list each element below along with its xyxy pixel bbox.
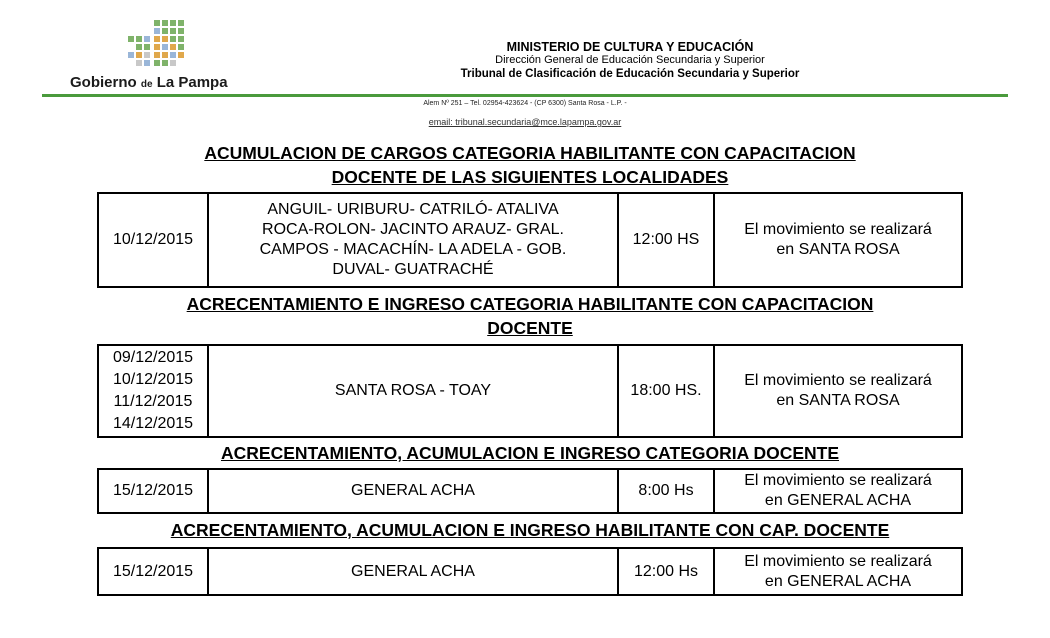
time-cell: 12:00 Hs — [619, 549, 715, 594]
schedule-table — [97, 192, 963, 288]
section-title-habilitante-cap-docente: ACRECENTAMIENTO, ACUMULACION E INGRESO HABILITANTE CON CAP. DOCENTE — [170, 520, 890, 540]
section-title-categoria-docente: ACRECENTAMIENTO, ACUMULACION E INGRESO CATEGORIA DOCENTE — [220, 443, 840, 463]
localities-cell: SANTA ROSA - TOAY — [209, 346, 619, 436]
schedule-table — [97, 468, 963, 514]
date-cell: 10/12/2015 — [99, 194, 209, 286]
ministry-name: MINISTERIO DE CULTURA Y EDUCACIÓN — [506, 40, 754, 54]
header-divider — [42, 94, 1008, 97]
ministry-header — [400, 40, 860, 81]
address-line: Alem Nº 251 – Tel. 02954-423624 - (CP 6300) Santa Rosa - L.P. - — [423, 100, 627, 107]
time-cell: 12:00 HS — [619, 194, 715, 286]
note-cell: El movimiento se realizará en GENERAL ACHA — [744, 472, 932, 509]
time-cell: 8:00 Hs — [619, 470, 715, 512]
dates-cell: 09/12/2015 10/12/2015 11/12/2015 14/12/2015 — [99, 346, 209, 436]
tribunal-name: Tribunal de Clasificación de Educación Secundaria y Superior — [460, 68, 800, 80]
section-title-acrecentamiento-habilitante: ACRECENTAMIENTO E INGRESO CATEGORIA HABILITANTE CON CAPACITACION DOCENTE — [186, 294, 874, 338]
time-cell: 18:00 HS. — [619, 346, 715, 436]
direction-name: Dirección General de Educación Secundaria y Superior — [495, 54, 765, 66]
note-cell: El movimiento se realizará en SANTA ROSA — [744, 372, 932, 409]
logo-text: Gobierno de La Pampa — [70, 74, 228, 91]
date-cell: 15/12/2015 — [99, 470, 209, 512]
email-link[interactable]: email: tribunal.secundaria@mce.lapampa.gov.ar — [428, 117, 622, 127]
note-cell: El movimiento se realizará en SANTA ROSA — [744, 221, 932, 258]
note-cell: El movimiento se realizará en GENERAL ACHA — [744, 552, 932, 590]
gobierno-la-pampa-logo-icon — [128, 20, 188, 72]
schedule-table — [97, 344, 963, 438]
localities-cell: GENERAL ACHA — [209, 470, 619, 512]
section-title-acumulacion-habilitante: ACUMULACION DE CARGOS CATEGORIA HABILITANTE CON CAPACITACION DOCENTE DE LAS SIGUIENTES LOCALIDADES — [204, 143, 856, 187]
localities-cell: ANGUIL- URIBURU- CATRILÓ- ATALIVA ROCA-ROLON- JACINTO ARAUZ- GRAL. CAMPOS - MACACHÍN- LA ADELA - GOB. DUVAL- GUATRACHÉ — [209, 194, 619, 286]
schedule-table — [97, 547, 963, 596]
localities-cell: GENERAL ACHA — [209, 549, 619, 594]
date-cell: 15/12/2015 — [99, 549, 209, 594]
